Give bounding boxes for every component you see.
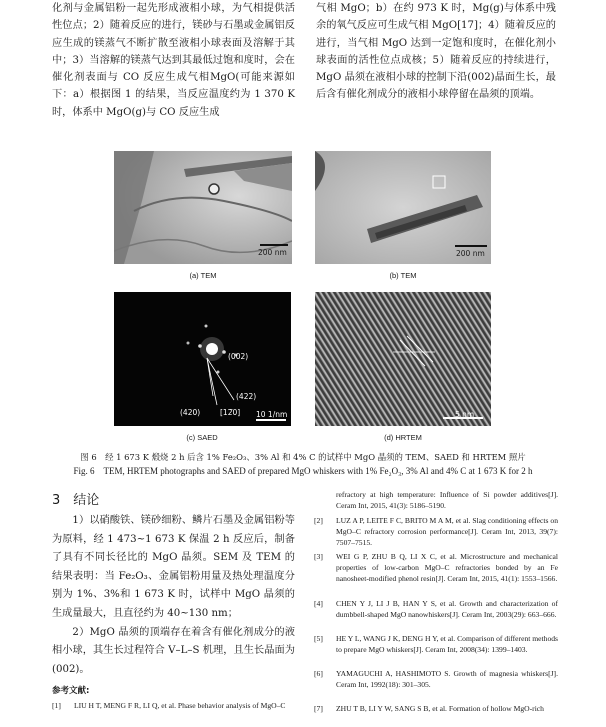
reference-item	[314, 598, 558, 620]
scale-bar-label-a: 200 nm	[258, 248, 287, 257]
panel-caption-d: (d) HRTEM	[384, 433, 422, 442]
panel-caption-a: (a) TEM	[189, 271, 217, 280]
reference-item	[314, 703, 558, 714]
reference-item	[314, 551, 558, 585]
saed-spot-label-422: (422)	[236, 392, 257, 401]
hrtem-image-d	[315, 292, 491, 426]
reference-text: ZHU T B, LI Y W, SANG S B, et al. Formation of hollow MgO-rich	[336, 704, 544, 713]
reference-number: [6]	[314, 669, 323, 678]
scale-bar-label-c: 10 1/nm	[256, 410, 288, 419]
tem-image-b	[315, 151, 491, 264]
reference-number: [4]	[314, 599, 323, 608]
reference-item	[52, 700, 296, 711]
tem-image-a	[114, 151, 292, 264]
body-text-right: 气相 MgO；b）在约 973 K 时，Mg(g)与体系中残余的氧气反应可生成气相 MgO[17]；4）随着反应的进行，当气相 MgO 达到一定饱和度时，在催化剂小球表面的活性位点成核；5）随着反应的持续进行，MgO 晶须在液相小球的控制下沿(002)晶面生长，最后含有催化剂成分的液相小球停留在晶须的顶端。	[316, 3, 556, 101]
saed-zone-axis-label: [12̅0]	[220, 408, 241, 417]
reference-number: [2]	[314, 516, 323, 525]
reference-text: YAMAGUCHI A, HASHIMOTO S. Growth of magnesia whiskers[J]. Ceram Int, 1992(18): 301–305.	[336, 669, 558, 690]
reference-text: WEI G P, ZHU B Q, LI X C, et al. Microstructure and mechanical properties of low-carbon MgO–C refractories bonded by an Fe nanosheet-modified phenol resin[J]. Ceram Int, 2015, 41(1): 1553–1566.	[336, 552, 558, 584]
conclusion-paragraph-2: 2）MgO 晶须的顶端存在着含有催化剂成分的液相小球，其生长过程符合 V–L–S 机理，且生长晶面为(002)。	[52, 626, 295, 675]
reference-number: [7]	[314, 704, 323, 713]
reference-item	[314, 489, 558, 511]
figure-caption-en: Fig. 6 TEM, HRTEM photographs and SAED of prepared MgO whiskers with 1% Fe₂O₃, 3% Al and 4% C at 1 673 K for 2 h	[73, 466, 533, 476]
conclusion-body	[52, 512, 295, 679]
reference-item	[314, 668, 558, 690]
reference-text: LUZ A P, LEITE F C, BRITO M A M, et al. Slag conditioning effects on MgO–C refractory corrosion performance[J]. Ceram Int, 2013, 39(7): 7507–7515.	[336, 516, 558, 548]
scale-bar-label-d: 5 nm	[455, 410, 475, 419]
panel-caption-b: (b) TEM	[389, 271, 417, 280]
figure-caption-cn: 图 6 经 1 673 K 煅烧 2 h 后含 1% Fe₂O₃、3% Al 和 4% C 的试样中 MgO 晶须的 TEM、SAED 和 HRTEM 照片	[80, 452, 526, 462]
reference-text: CHEN Y J, LI J B, HAN Y S, et al. Growth and characterization of dumbbell-shaped MgO nanowhiskers[J]. Ceram Int, 2003(29): 663–666.	[336, 599, 558, 620]
references-heading: 参考文献:	[52, 686, 90, 696]
body-text-left: 化剂与金属铝粉一起先形成液相小球，为气相提供活性位点；2）随着反应的进行，镁砂与石墨或金属铝反应生成的镁蒸气不断扩散至液相小球表面及溶解于其中；3）当溶解的镁蒸气达到其最低过饱和度时，会在催化剂表面与 CO 反应生成气相MgO(可能来源如下：a）根据图 1 的结果，当反应温度约为 1 370 K 时，体系中 MgO(g)与 CO 反应生成	[52, 3, 295, 118]
section-heading: 3 结论	[52, 493, 100, 508]
panel-caption-c: (c) SAED	[186, 433, 218, 442]
saed-spot-label-002: (002)	[228, 352, 249, 361]
saed-pattern-c	[114, 292, 291, 426]
reference-number: [3]	[314, 552, 323, 561]
reference-number: [1]	[52, 701, 61, 710]
reference-item	[314, 633, 558, 655]
reference-item	[314, 515, 558, 549]
reference-number: [5]	[314, 634, 323, 643]
reference-text: refractory at high temperature: Influence of Si powder additives[J]. Ceram Int, 2015, 41(3): 5186–5190.	[336, 490, 558, 511]
conclusion-paragraph-1: 1）以硝酸铁、镁砂细粉、鳞片石墨及金属铝粉等为原料，经 1 473~1 673 K 保温 2 h 反应后，制备了具有不同长径比的 MgO 晶须。SEM 及 TEM 的结果表明：当 Fe₂O₃、金属铝粉用量及热处理温度分别为 1%、3%和 1 673 K 时，试样中 MgO 晶须的生成量最大，且直径约为 40~130 nm；	[52, 515, 295, 619]
reference-text: LIU H T, MENG F R, LI Q, et al. Phase behavior analysis of MgO–C	[74, 701, 286, 710]
saed-spot-label-420: (420)	[180, 408, 201, 417]
reference-text: HE Y L, WANG J K, DENG H Y, et al. Comparison of different methods to prepare MgO whiskers[J]. Ceram Int, 2008(34): 1399–1403.	[336, 634, 558, 655]
scale-bar-label-b: 200 nm	[456, 249, 485, 258]
